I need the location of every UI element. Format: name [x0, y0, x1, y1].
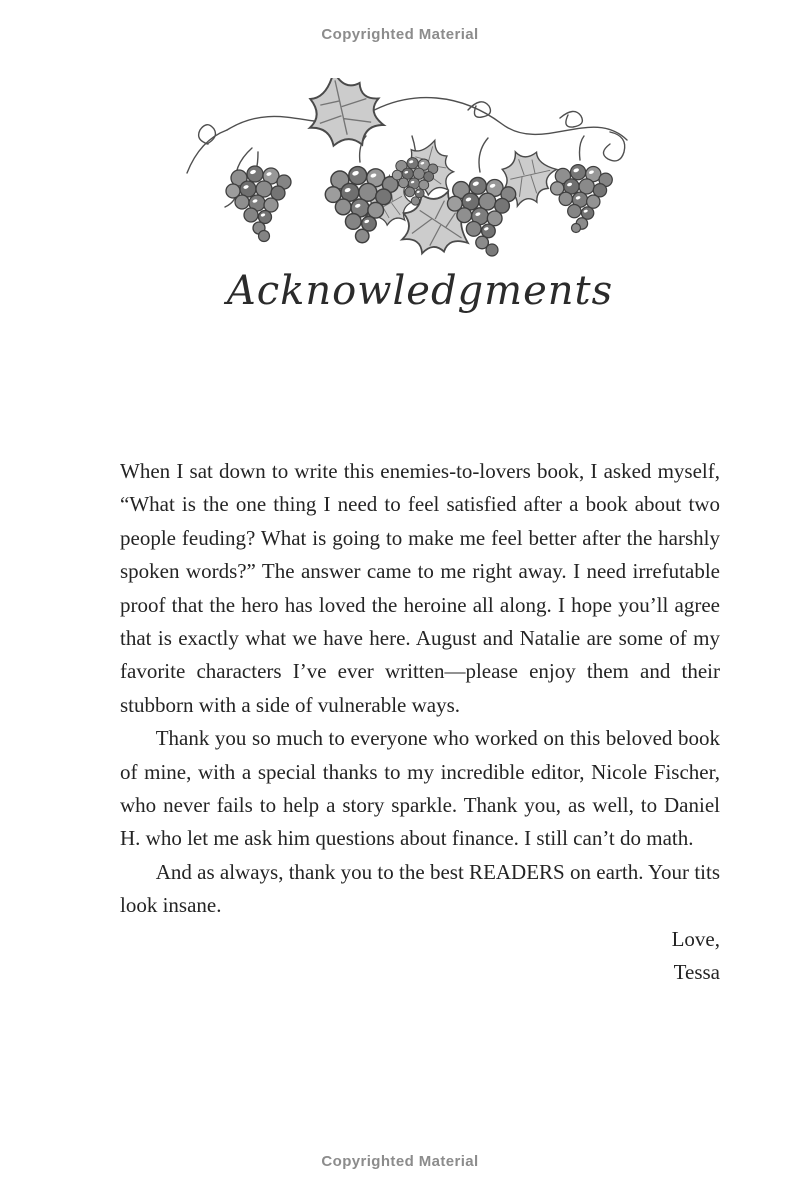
paragraph: When I sat down to write this enemies-to-lovers book, I asked myself, “What is the one thing I need to feel satisfied after a book about two people feuding? What is going to make me feel better after the harshly spoken words?” The answer came to me right away. I need irrefutable proof that the hero has loved the heroine all along. I hope you’ll agree that is exactly what we have here. August and Natalie are some of my favorite characters I’ve ever written—please enjoy them and their stubborn with a side of vulnerable ways.: [120, 459, 720, 717]
acknowledgments-text: [120, 455, 720, 990]
paragraph: Thank you so much to everyone who worked on this beloved book of mine, with a special thanks to my incredible editor, Nicole Fischer, who never fails to help a story sparkle. Thank you, as well, to Daniel H. who let me ask him questions about finance. I still can’t do math.: [120, 726, 720, 851]
page-title: Acknowledgments: [226, 268, 614, 314]
signoff-name: Tessa: [673, 960, 720, 985]
copyright-notice-bottom: Copyrighted Material: [321, 1153, 479, 1170]
signoff-love: Love,: [671, 926, 720, 951]
signoff: [120, 923, 720, 990]
grapevine-illustration: [172, 78, 644, 260]
paragraph: And as always, thank you to the best READERS on earth. Your tits look insane.: [120, 859, 720, 918]
copyright-notice-top: Copyrighted Material: [321, 26, 479, 43]
